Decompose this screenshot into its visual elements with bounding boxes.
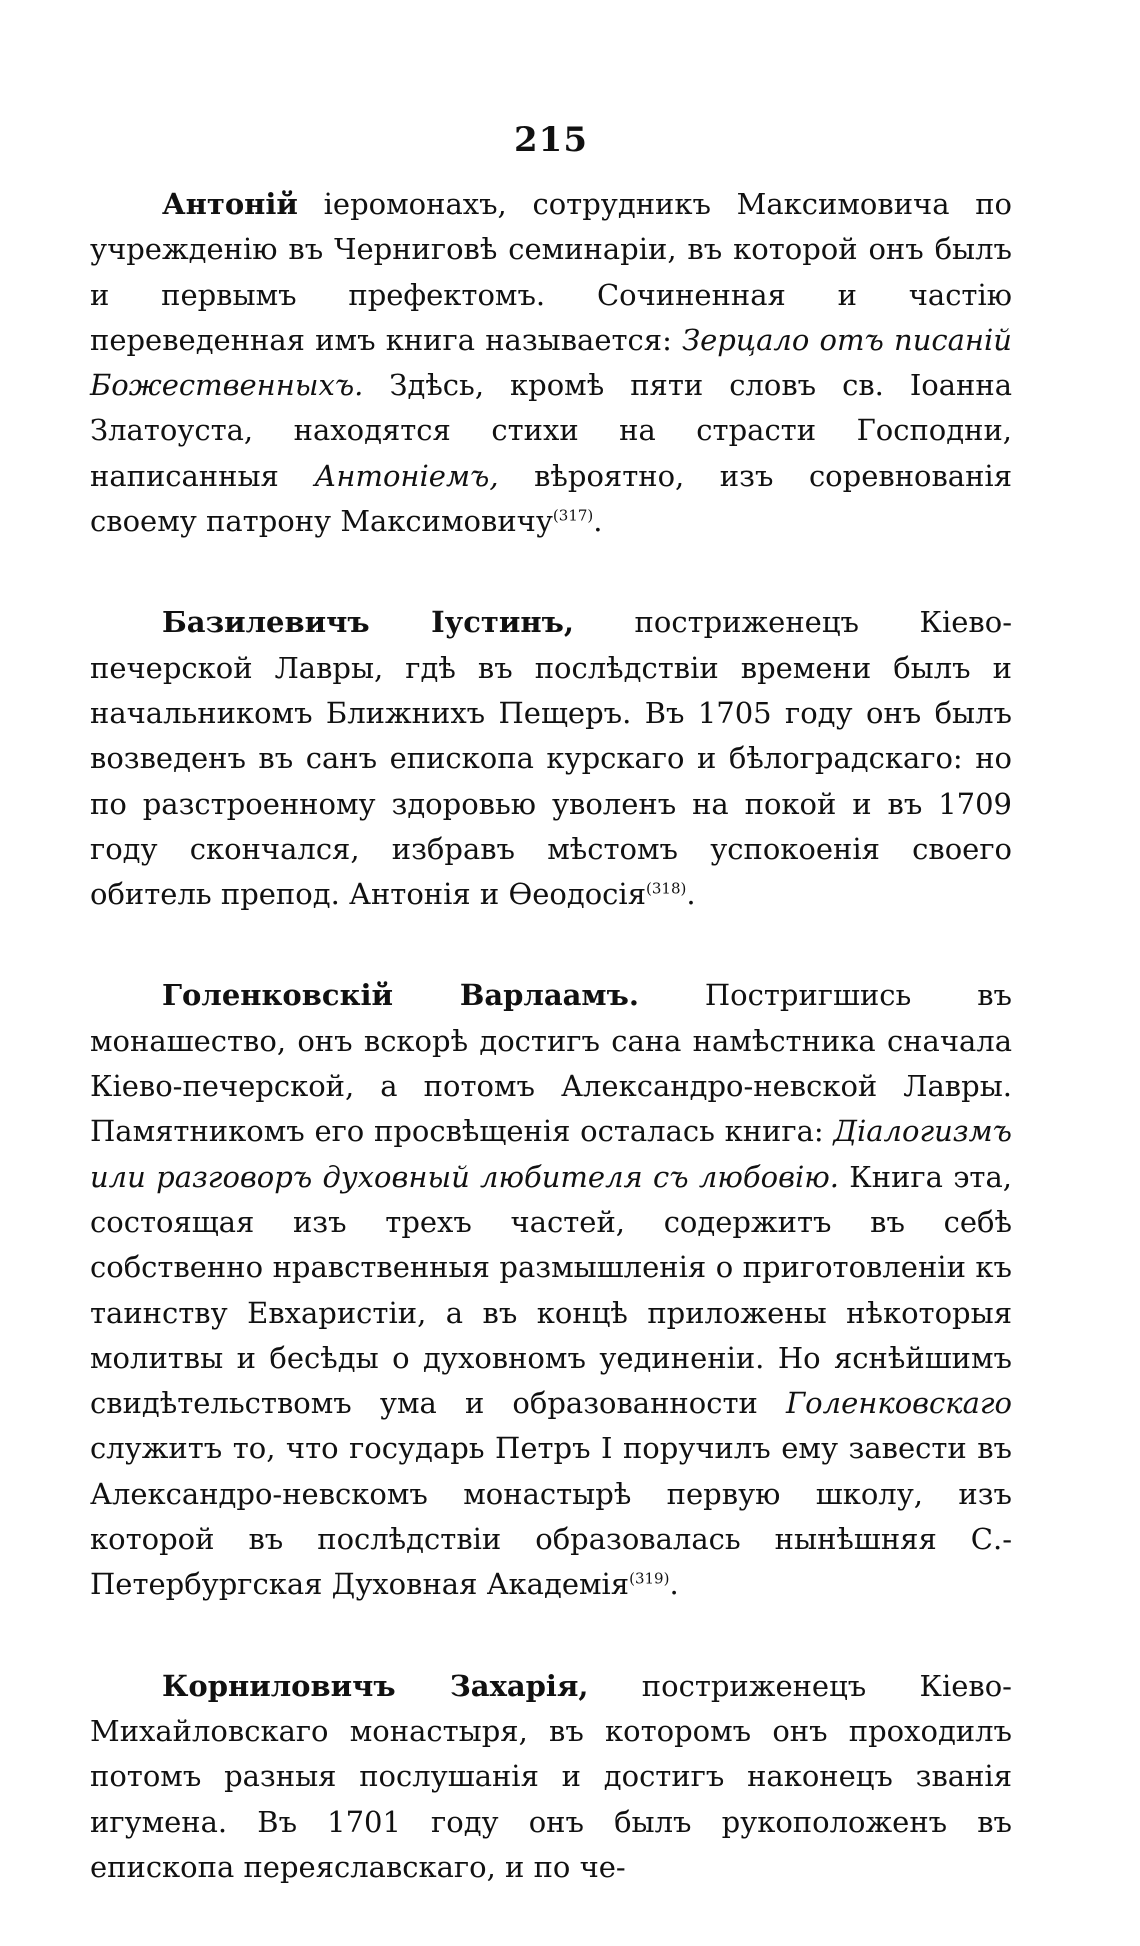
entry-text: іеромонахъ, сотрудникъ Максимовича по учрежденію въ Черниговѣ семинаріи, въ которой онъ былъ и первымъ префектомъ. Сочиненная и частію переведенная имъ книга называется: [90, 187, 1012, 357]
footnote-ref: (317) [552, 506, 594, 525]
book-title: Діалогизмъ или разговоръ духовный любителя съ любовію. [90, 1114, 1012, 1194]
footnote-ref: (318) [646, 879, 687, 898]
entry-text: постриженецъ Кіево-печерской Лавры, гдѣ въ послѣдствіи времени былъ и начальникомъ Ближнихъ Пещеръ. Въ 1705 году онъ былъ возведенъ въ санъ епископа курскаго и бѣлоградскаго: но по разстроенному здоровью уволенъ на покой и въ 1709 году скончался, избравъ мѣстомъ успокоенія своего обитель препод. Антонія и Ѳеодосія [90, 605, 1012, 912]
entry-name: Корниловичъ Захарія, [162, 1668, 589, 1703]
entry-text: постриженецъ Кіево-Михайловскаго монастыря, въ которомъ онъ проходилъ потомъ разныя послушанія и достигъ наконецъ званія игумена. Въ 1701 году онъ былъ рукоположенъ въ епископа переяславскаго, и по че- [90, 1668, 1012, 1884]
entry-text: Постригшись въ монашество, онъ вскорѣ достигъ сана намѣстника сначала Кіево-печерской, а потомъ Александро-невской Лавры. Памятникомъ его просвѣщенія осталась книга: [90, 978, 1013, 1149]
entry-text: Книга эта, состоящая изъ трехъ частей, содержитъ въ себѣ собственно нравственныя размышленія о приготовленіи къ таинству Евхаристіи, а въ концѣ приложены нѣкоторыя молитвы и бесѣды о духовномъ уединеніи. Но яснѣйшимъ свидѣтельствомъ ума и образованности [90, 1159, 1012, 1421]
entry-text: служитъ то, что государь Петръ I поручилъ ему завести въ Александро-невскомъ монастырѣ первую школу, изъ которой въ послѣдствіи образовалась нынѣшняя С.-Петербургская Духовная Академія [90, 1431, 1012, 1602]
entry-kornilovich [90, 1664, 1012, 1890]
entry-text: Здѣсь, кромѣ пяти словъ св. Іоанна Златоуста, находятся стихи на страсти Господни, написанныя [90, 368, 1012, 493]
entry-bazilevich [90, 600, 1012, 917]
entry-text: вѣроятно, изъ соревнованія своему патрону Максимовичу [90, 458, 1012, 539]
book-page [90, 120, 1012, 1946]
book-title: Зерцало отъ писаній Божественныхъ. [90, 322, 1012, 403]
author-reference: Голенковскаго [785, 1386, 1012, 1421]
footnote-ref: (319) [629, 1569, 670, 1588]
entry-name: Антоній [162, 187, 298, 221]
entry-text: . [593, 504, 603, 539]
entry-text: . [686, 877, 696, 912]
entry-name: Базилевичъ Іустинъ, [162, 605, 574, 640]
entry-golenkovskiy [90, 973, 1012, 1607]
entry-name: Голенковскій Варлаамъ. [162, 978, 639, 1013]
page-number: 215 [514, 120, 588, 160]
entry-antoniy [90, 182, 1012, 544]
author-reference: Антоніемъ, [314, 458, 499, 493]
entry-text: . [669, 1567, 679, 1602]
